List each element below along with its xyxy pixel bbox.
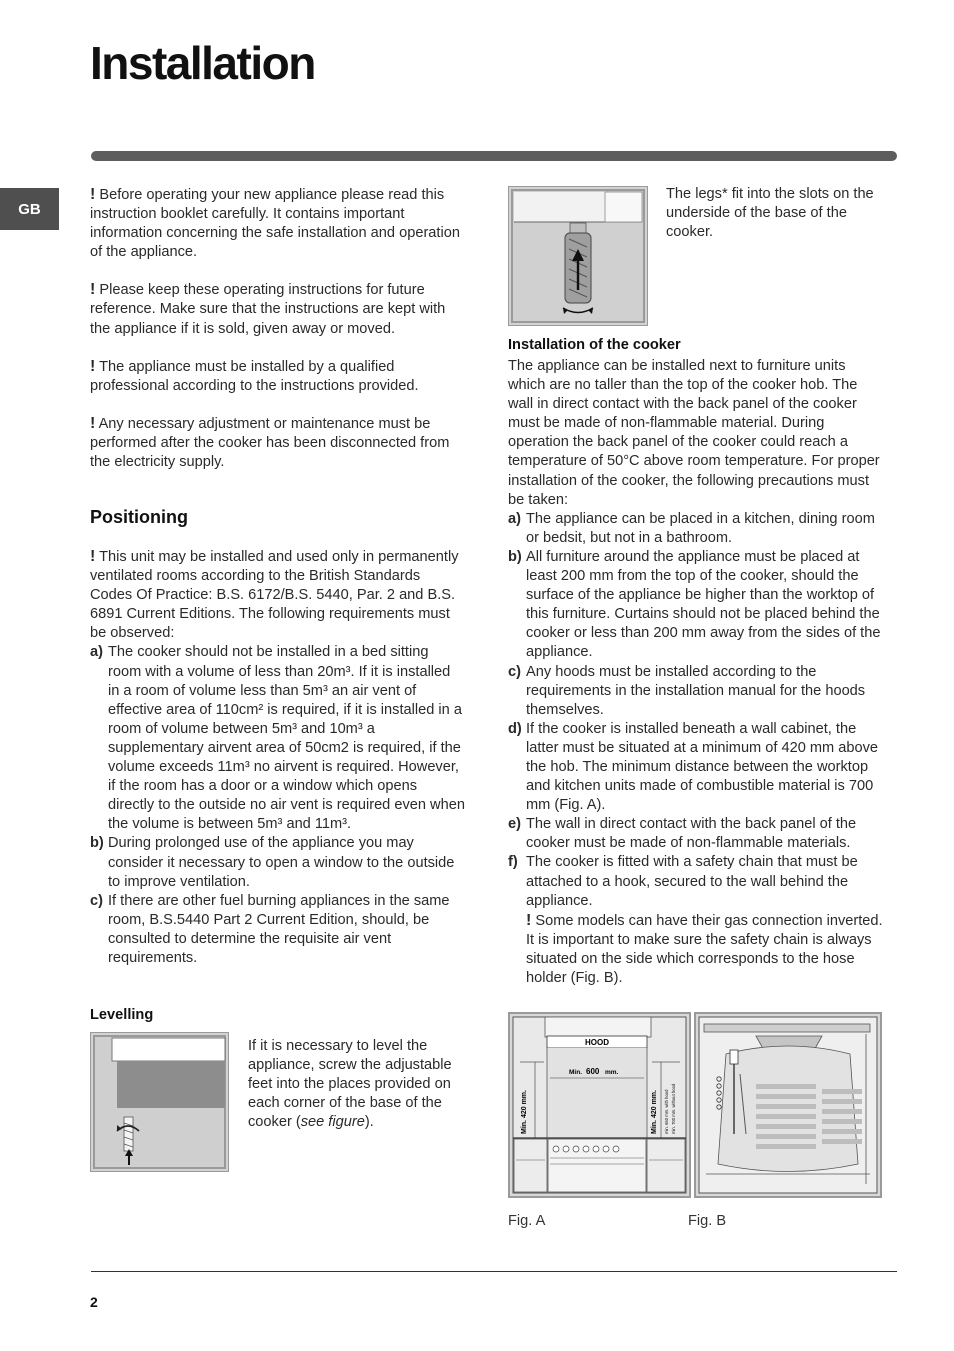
- min-600-pre: Min.: [569, 1069, 582, 1076]
- levelling-text: If it is necessary to level the appliance, screw the adjustable feet into the places provided on each corner of the base of the cooker (see figure).: [248, 1038, 452, 1131]
- min-600-value: 600: [586, 1067, 600, 1076]
- positioning-lead: ! This unit may be installed and used only in permanently ventilated rooms according to the British Standards Codes Of Practice: B.S. 6172/B.S. 5440, Par. 2 and B.S. 6891 Current Editions. The following requirements must be observed:: [90, 548, 459, 642]
- header-divider-bar: [91, 151, 897, 161]
- hood-label: HOOD: [585, 1038, 609, 1047]
- fig-b-diagram: [694, 1012, 882, 1198]
- installation-section: [508, 357, 884, 988]
- list-item: b) All furniture around the appliance must be placed at least 200 mm from the top of the cooker, should the surface of the appliance be higher than the worktop of this furniture. Curtains should not be placed behind the cooker or less than 200 mm away from the sides of the appliance.: [508, 548, 881, 661]
- positioning-section: [90, 547, 465, 968]
- gas-connection-note: ! Some models can have their gas connection inverted. It is important to make sure the safety chain is always situated on the side which corresponds to the hose holder (Fig. B).: [526, 911, 883, 986]
- installation-heading: Installation of the cooker: [508, 337, 681, 353]
- list-item: b) During prolonged use of the appliance you may consider it necessary to open a window to the outside to improve ventilation.: [90, 835, 455, 890]
- intro-paragraph: ! Any necessary adjustment or maintenance must be performed after the cooker has been disconnected from the electricity supply.: [90, 414, 450, 471]
- fig-a-caption: Fig. A: [508, 1213, 546, 1229]
- list-item: c) Any hoods must be installed according to the requirements in the installation manual for the hoods themselves.: [508, 663, 866, 718]
- list-item: a) The appliance can be placed in a kitchen, dining room or bedsit, but not in a bathroom.: [508, 510, 875, 546]
- left-420-label: Min. 420 mm.: [521, 1090, 528, 1134]
- fig-b-caption: Fig. B: [688, 1213, 727, 1229]
- list-item: d) If the cooker is installed beneath a wall cabinet, the latter must be situated at a minimum of 420 mm above the hob. The minimum distance between the worktop and kitchen units made of combustible material is 700 mm (Fig. A).: [508, 720, 879, 814]
- list-item: f) The cooker is fitted with a safety chain that must be attached to a hook, secured to the wall behind the appliance.: [508, 854, 858, 909]
- right-650-label: min. 650 mm. with hood: [664, 1089, 669, 1134]
- list-item: c) If there are other fuel burning appliances in the same room, B.S.5440 Part 2 Current Edition, should, be consulted to determine the requisite air vent requirements.: [90, 892, 450, 966]
- right-420-label: Min. 420 mm.: [651, 1090, 658, 1134]
- installation-lead: The appliance can be installed next to furniture units which are no taller than the top of the cooker hob. The wall in direct contact with the back panel of the cooker must be made of non-flammable material. During operation the back panel of the cooker could reach a temperature of 50°C above room temperature. For proper installation of the cooker, the following precautions must be taken:: [508, 358, 880, 508]
- levelling-figure: [90, 1032, 229, 1172]
- legs-figure: [508, 186, 648, 326]
- fig-a-diagram: [508, 1012, 691, 1198]
- footer-divider: [91, 1271, 897, 1272]
- page-title: Installation: [90, 37, 315, 89]
- language-tab: GB: [0, 188, 59, 230]
- levelling-heading: Levelling: [90, 1007, 154, 1023]
- legs-text: The legs* fit into the slots on the underside of the base of the cooker.: [666, 186, 874, 241]
- positioning-heading: Positioning: [90, 507, 188, 527]
- min-600-unit: mm.: [605, 1069, 619, 1076]
- intro-paragraph: ! Before operating your new appliance please read this instruction booklet carefully. It contains important information concerning the safe installation and operation of the appliance.: [90, 186, 460, 261]
- intro-section: [90, 185, 465, 472]
- list-item: a) The cooker should not be installed in a bed sitting room with a volume of less than 20m³. If it is installed in a room of volume less than 5m³ an air vent of effective area of 110cm² is required, if it is installed in a room of volume between 5m³ and 10m³ a supplementary airvent area of 50cm2 is required, if the volume exceeds 11m³ no airvent is required. However, if the room has a door or a window which opens directly to the outside no air vent is required even when the volume is between 5m³ and 11m³.: [90, 644, 465, 833]
- list-item: e) The wall in direct contact with the back panel of the cooker must be made of non-flammable materials.: [508, 816, 857, 852]
- intro-paragraph: ! The appliance must be installed by a qualified professional according to the instructions provided.: [90, 357, 419, 394]
- intro-paragraph: ! Please keep these operating instructions for future reference. Make sure that the instructions are kept with the appliance if it is sold, given away or moved.: [90, 281, 446, 337]
- page-number: 2: [90, 1294, 98, 1310]
- right-700-label: min. 700 mm. without hood: [671, 1083, 676, 1134]
